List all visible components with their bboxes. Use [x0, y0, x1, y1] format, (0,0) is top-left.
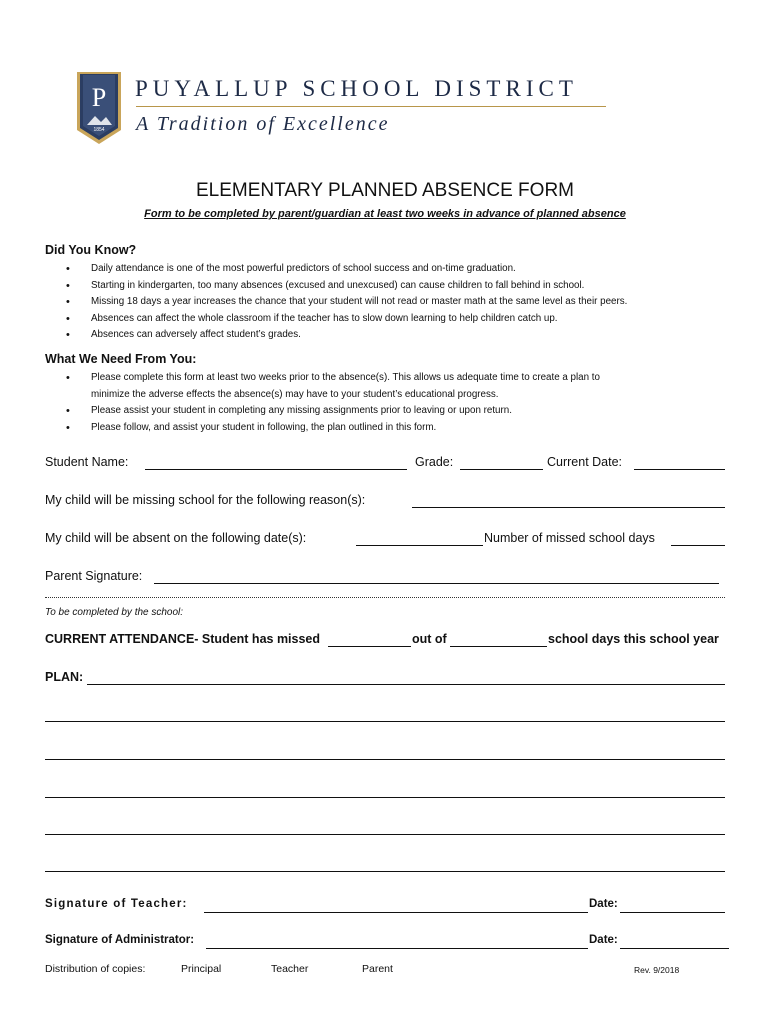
plan-field-line[interactable]: [45, 797, 725, 798]
plan-field-line[interactable]: [45, 721, 725, 722]
admin-date-field[interactable]: [620, 948, 729, 949]
school-section-note: To be completed by the school:: [45, 607, 184, 618]
header-divider: [136, 106, 606, 107]
list-item: • Please follow, and assist your student in following, the plan outlined in this form.: [66, 420, 600, 437]
student-name-label: Student Name:: [45, 455, 129, 469]
teacher-date-field[interactable]: [620, 912, 725, 913]
plan-field-line[interactable]: [45, 871, 725, 872]
copy-parent: Parent: [362, 963, 393, 975]
revision-label: Rev. 9/2018: [634, 965, 680, 975]
form-title: ELEMENTARY PLANNED ABSENCE FORM: [196, 180, 574, 201]
list-item: • Please complete this form at least two weeks prior to the absence(s). This allows us adequate time to create a plan to: [66, 370, 600, 387]
plan-field-line[interactable]: [45, 759, 725, 760]
admin-signature-label: Signature of Administrator:: [45, 934, 195, 946]
missed-days-field[interactable]: [671, 545, 725, 546]
list-item: • Absences can affect the whole classroom if the teacher has to slow down learning to help children catch up.: [66, 311, 627, 328]
district-name: PUYALLUP SCHOOL DISTRICT: [135, 76, 578, 101]
plan-field-line[interactable]: [45, 834, 725, 835]
reason-label: My child will be missing school for the following reason(s):: [45, 493, 366, 507]
district-tagline: A Tradition of Excellence: [136, 113, 390, 135]
teacher-signature-label: Signature of Teacher:: [45, 898, 188, 910]
reason-field[interactable]: [412, 507, 725, 508]
copy-principal: Principal: [181, 963, 222, 975]
grade-field[interactable]: [460, 469, 543, 470]
current-date-label: Current Date:: [547, 455, 623, 469]
plan-field-line[interactable]: [87, 684, 725, 685]
list-item: • Absences can adversely affect student’s grades.: [66, 327, 627, 344]
plan-label: PLAN:: [45, 670, 84, 684]
list-item: • Please assist your student in completing any missing assignments prior to leaving or upon return.: [66, 403, 600, 420]
distribution-label: Distribution of copies:: [45, 963, 146, 975]
missed-days-label: Number of missed school days: [484, 531, 655, 545]
attendance-suffix: school days this school year: [548, 632, 719, 646]
district-logo-icon: [75, 70, 123, 146]
attendance-prefix: CURRENT ATTENDANCE- Student has missed: [45, 632, 321, 646]
list-item: • Daily attendance is one of the most powerful predictors of school success and on-time graduation.: [66, 261, 627, 278]
what-we-need-heading: What We Need From You:: [45, 352, 197, 366]
copy-teacher: Teacher: [271, 963, 309, 975]
section-divider: [45, 597, 725, 598]
parent-signature-label: Parent Signature:: [45, 569, 143, 583]
logo-letter: P: [91, 83, 107, 112]
total-days-field[interactable]: [450, 646, 547, 647]
admin-date-label: Date:: [589, 934, 618, 946]
what-we-need-list: [66, 370, 600, 436]
list-item-continuation: minimize the adverse effects the absence(s) may have to your student’s educational progress.: [91, 388, 499, 400]
current-date-field[interactable]: [634, 469, 725, 470]
parent-signature-field[interactable]: [154, 583, 719, 584]
absence-dates-field[interactable]: [356, 545, 483, 546]
did-you-know-heading: Did You Know?: [45, 243, 137, 257]
teacher-date-label: Date:: [589, 898, 618, 910]
list-item: • Missing 18 days a year increases the chance that your student will not read or master math at the same level as their peers.: [66, 294, 627, 311]
teacher-signature-field[interactable]: [204, 912, 588, 913]
student-name-field[interactable]: [145, 469, 407, 470]
admin-signature-field[interactable]: [206, 948, 588, 949]
attendance-mid: out of: [412, 632, 447, 646]
absence-dates-label: My child will be absent on the following date(s):: [45, 531, 307, 545]
list-item: • Starting in kindergarten, too many absences (excused and unexcused) can cause children to fall behind in school.: [66, 278, 627, 295]
logo-year: 1854: [93, 127, 105, 133]
form-subtitle: Form to be completed by parent/guardian at least two weeks in advance of planned absence: [144, 208, 626, 220]
did-you-know-list: [66, 261, 627, 344]
grade-label: Grade:: [415, 455, 454, 469]
days-missed-field[interactable]: [328, 646, 411, 647]
